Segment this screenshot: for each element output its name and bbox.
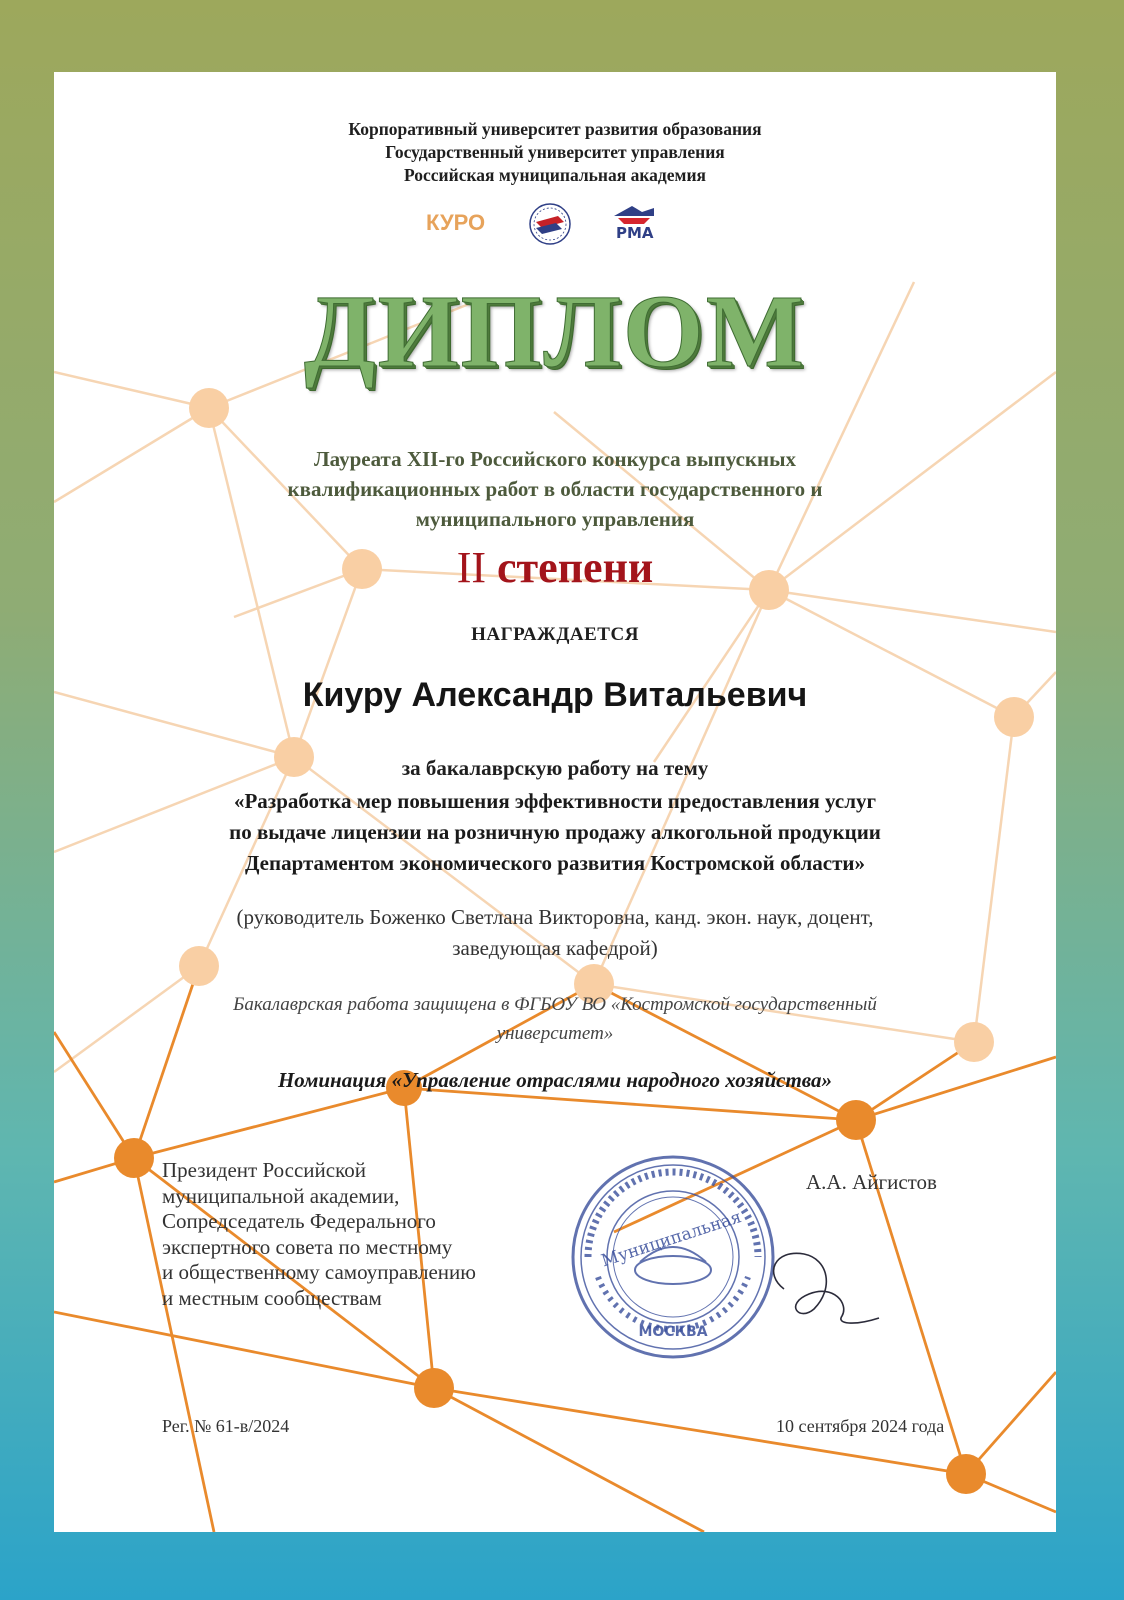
degree-heading (54, 542, 1056, 593)
signer-name: А.А. Айгистов (806, 1170, 937, 1194)
laureate-line: Лауреата XII-го Российского конкурса выпускных (313, 447, 796, 471)
defended-block (54, 990, 1056, 1048)
organizations-block (54, 118, 1056, 187)
signature (754, 1244, 884, 1334)
issue-date: 10 сентября 2024 года (776, 1416, 945, 1436)
logos-row (54, 202, 1056, 246)
supervisor-line: заведующая кафедрой) (452, 936, 658, 960)
work-title-block (54, 786, 1056, 879)
president-line: и местным сообществам (162, 1285, 382, 1310)
president-title-block (162, 1158, 582, 1311)
awarded-label: НАГРАЖДАЕТСЯ (471, 624, 639, 645)
laureate-line: муниципального управления (415, 507, 695, 531)
rma-logo (610, 202, 658, 242)
defended-line: Бакалаврская работа защищена в ФГБОУ ВО «Костромской государственный (233, 994, 877, 1015)
degree-numeral: II (456, 543, 487, 592)
rma-logo-text: РМА (616, 224, 654, 242)
work-title-line: по выдаче лицензии на розничную продажу алкогольной продукции (229, 820, 881, 844)
stamp-center-text: Муниципальная (598, 1207, 744, 1272)
laureate-block (54, 444, 1056, 534)
president-line: муниципальной академии, (162, 1183, 400, 1208)
diploma-sheet (54, 72, 1056, 1532)
supervisor-line: (руководитель Боженко Светлана Викторовна, канд. экон. наук, доцент, (236, 905, 874, 929)
organization-line: Корпоративный университет развития образования (348, 119, 762, 139)
nomination: Номинация «Управление отраслями народного хозяйства» (277, 1068, 833, 1092)
president-line: Сопредседатель Федерального (162, 1209, 436, 1233)
work-title-line: «Разработка мер повышения эффективности предоставления услуг (233, 789, 877, 813)
president-line: экспертного совета по местному (162, 1234, 453, 1259)
president-line: и общественному самоуправлению (162, 1260, 476, 1284)
work-intro: за бакалаврскую работу на тему (401, 756, 709, 780)
recipient-name: Киуру Александр Витальевич (302, 676, 808, 714)
degree-word: степени (497, 543, 654, 592)
registration-number: Рег. № 61-в/2024 (162, 1416, 290, 1436)
work-title-line: Департаментом экономического развития Костромской области» (244, 851, 866, 875)
laureate-line: квалификационных работ в области государственного и (287, 477, 823, 501)
supervisor-block (54, 902, 1056, 964)
stamp-city-text: МОСКВА (638, 1324, 708, 1340)
gum-university-logo (522, 202, 578, 246)
president-line: Президент Российской (162, 1158, 366, 1182)
official-stamp (568, 1152, 778, 1362)
organization-line: Государственный университет управления (385, 142, 725, 162)
organization-line: Российская муниципальная академия (403, 165, 707, 185)
diploma-title: ДИПЛОМ (304, 274, 806, 389)
defended-line: университет» (496, 1023, 614, 1044)
kuro-logo: КУРО (426, 210, 486, 235)
